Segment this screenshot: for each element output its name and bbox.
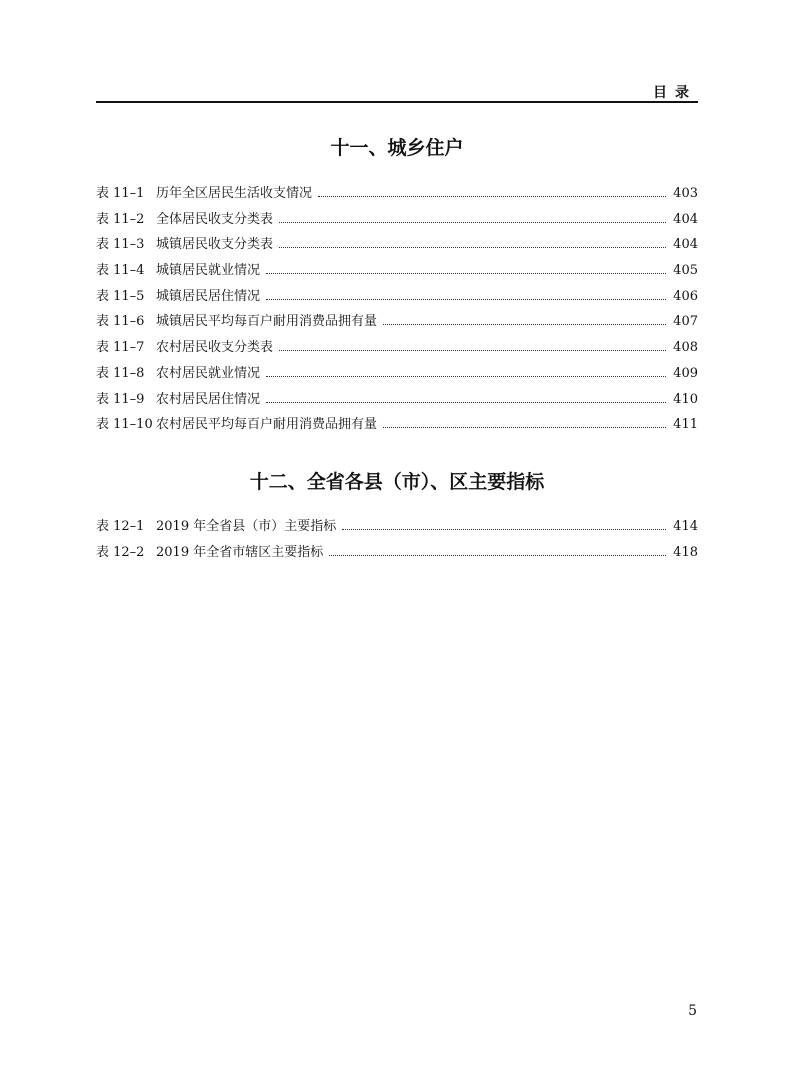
toc-entry[interactable] bbox=[96, 335, 698, 361]
dot-leader bbox=[383, 427, 666, 428]
toc-entry[interactable] bbox=[96, 284, 698, 310]
toc-entry-title: 农村居民收支分类表 bbox=[156, 340, 274, 356]
toc-entry-label: 表 11–5 bbox=[96, 288, 145, 304]
toc-entry[interactable] bbox=[96, 412, 698, 438]
toc-entry-page: 411 bbox=[673, 417, 698, 433]
toc-entry-page: 404 bbox=[673, 237, 698, 253]
toc-entry[interactable] bbox=[96, 514, 698, 540]
toc-entry-page: 403 bbox=[673, 186, 698, 201]
toc-entry-title: 城镇居民居住情况 bbox=[156, 288, 261, 304]
toc-entry-label: 表 11–4 bbox=[96, 263, 145, 279]
toc-entry-label: 表 11–10 bbox=[96, 417, 153, 433]
toc-entry[interactable] bbox=[96, 361, 698, 387]
toc-entry-page: 410 bbox=[673, 391, 698, 407]
toc-entry-page: 405 bbox=[673, 263, 698, 279]
toc-entry-page: 406 bbox=[673, 288, 698, 304]
dot-leader bbox=[266, 299, 666, 300]
dot-leader bbox=[329, 555, 666, 556]
dot-leader bbox=[266, 376, 666, 377]
toc-entry-title: 2019 年全省县（市）主要指标 bbox=[156, 519, 337, 534]
toc-entry[interactable] bbox=[96, 232, 698, 258]
toc-entry-page: 404 bbox=[673, 211, 698, 227]
toc-entry-label: 表 11–6 bbox=[96, 314, 145, 330]
toc-entry-label: 表 11–9 bbox=[96, 391, 145, 407]
toc-entry-label: 表 11–3 bbox=[96, 237, 145, 253]
toc-list-section-11 bbox=[96, 181, 698, 438]
toc-entry-title: 城镇居民收支分类表 bbox=[156, 237, 274, 253]
page-number: 5 bbox=[688, 1003, 697, 1019]
toc-entry-label: 表 12–1 bbox=[96, 519, 145, 534]
running-header: 目录 bbox=[653, 85, 697, 101]
toc-entry-label: 表 11–7 bbox=[96, 340, 145, 356]
dot-leader bbox=[279, 222, 666, 223]
toc-entry-title: 全体居民收支分类表 bbox=[156, 211, 274, 227]
toc-entry-label: 表 11–8 bbox=[96, 365, 145, 381]
toc-entry-title: 农村居民就业情况 bbox=[156, 365, 261, 381]
toc-entry-title: 城镇居民就业情况 bbox=[156, 263, 261, 279]
dot-leader bbox=[279, 247, 666, 248]
section-title-12: 十二、全省各县（市）、区主要指标 bbox=[249, 471, 545, 493]
dot-leader bbox=[279, 350, 666, 351]
toc-entry-title: 城镇居民平均每百户耐用消费品拥有量 bbox=[156, 314, 378, 330]
toc-entry[interactable] bbox=[96, 181, 698, 207]
dot-leader bbox=[266, 402, 666, 403]
toc-entry-page: 414 bbox=[673, 519, 698, 534]
toc-entry-title: 农村居民平均每百户耐用消费品拥有量 bbox=[156, 417, 378, 433]
toc-entry-page: 407 bbox=[673, 314, 698, 330]
toc-entry-label: 表 12–2 bbox=[96, 544, 145, 560]
section-title-11: 十一、城乡住户 bbox=[330, 137, 464, 159]
toc-entry[interactable] bbox=[96, 387, 698, 413]
dot-leader bbox=[342, 529, 666, 530]
toc-entry-title: 农村居民居住情况 bbox=[156, 391, 261, 407]
toc-entry-title: 2019 年全省市辖区主要指标 bbox=[156, 544, 324, 560]
toc-entry-label: 表 11–2 bbox=[96, 211, 145, 227]
header-rule bbox=[96, 101, 698, 103]
toc-entry[interactable] bbox=[96, 258, 698, 284]
dot-leader bbox=[383, 324, 666, 325]
toc-entry-page: 409 bbox=[673, 365, 698, 381]
toc-list-section-12 bbox=[96, 514, 698, 565]
toc-entry[interactable] bbox=[96, 207, 698, 233]
toc-entry-page: 418 bbox=[673, 544, 698, 560]
toc-entry-title: 历年全区居民生活收支情况 bbox=[156, 186, 313, 201]
toc-entry[interactable] bbox=[96, 540, 698, 566]
dot-leader bbox=[318, 196, 666, 197]
dot-leader bbox=[266, 273, 666, 274]
toc-entry[interactable] bbox=[96, 309, 698, 335]
toc-entry-label: 表 11–1 bbox=[96, 186, 145, 201]
toc-entry-page: 408 bbox=[673, 340, 698, 356]
